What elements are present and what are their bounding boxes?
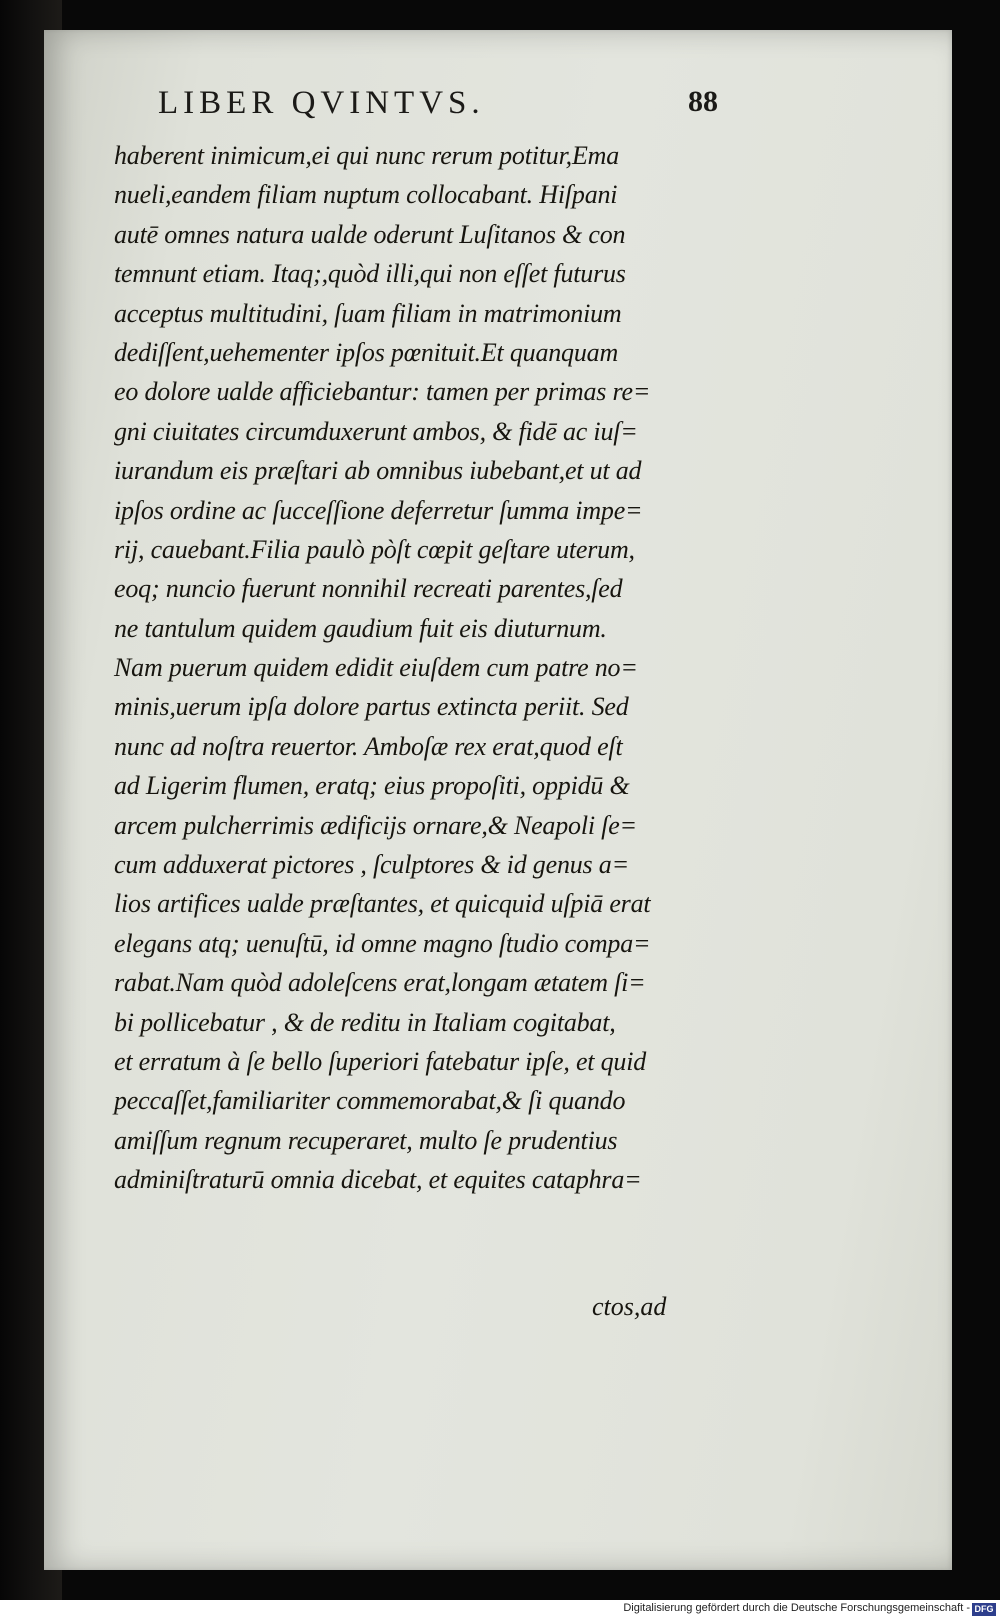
catchword: ctos,ad xyxy=(592,1292,667,1321)
digitization-credit: Digitalisierung gefördert durch die Deutsche Forschungsgemeinschaft - xyxy=(623,1602,970,1614)
text-line: amiſſum regnum recuperaret, multo ſe prudentius xyxy=(114,1125,618,1155)
text-line: haberent inimicum,ei qui nunc rerum potitur,Ema xyxy=(114,141,620,170)
text-line: nunc ad noſtra reuertor. Amboſæ rex erat,quod eſt xyxy=(114,731,623,761)
text-line: elegans atq; uenuſtū, id omne magno ſtudio compa= xyxy=(114,928,651,958)
text-line: eo dolore ualde afficiebantur: tamen per primas re= xyxy=(114,377,651,407)
text-line: eoq; nuncio fuerunt nonnihil recreati parentes,ſed xyxy=(114,574,623,604)
text-line: acceptus multitudini, ſuam filiam in matrimonium xyxy=(114,298,622,328)
book-page xyxy=(44,30,952,1570)
text-line: iurandum eis præſtari ab omnibus iubebant,et ut ad xyxy=(114,456,642,486)
text-line: ad Ligerim flumen, eratq; eius propoſiti, oppidū & xyxy=(114,771,630,801)
text-line: arcem pulcherrimis ædificijs ornare,& Neapoli ſe= xyxy=(114,810,637,840)
page-number: 88 xyxy=(688,85,718,118)
text-line: ipſos ordine ac ſucceſſione deferretur ſumma impe= xyxy=(114,495,643,525)
text-line: et erratum à ſe bello ſuperiori fatebatur ipſe, et quid xyxy=(114,1046,647,1076)
text-line: rabat.Nam quòd adoleſcens erat,longam ætatem ſi= xyxy=(114,968,646,998)
text-line: peccaſſet,familiariter commemorabat,& ſi quando xyxy=(114,1086,626,1116)
text-line: gni ciuitates circumduxerunt ambos, & fidē ac iuſ= xyxy=(114,416,638,446)
text-line: temnunt etiam. Itaq;,quòd illi,qui non eſſet futurus xyxy=(114,259,626,289)
text-line: cum adduxerat pictores , ſculptores & id genus a= xyxy=(114,850,629,880)
text-line: bi pollicebatur , & de reditu in Italiam cogitabat, xyxy=(114,1007,616,1037)
text-line: rij, cauebant.Filia paulò pòſt cœpit geſtare uterum, xyxy=(114,534,635,564)
dfg-logo: DFG xyxy=(972,1603,996,1616)
text-line: nueli,eandem filiam nuptum collocabant. Hiſpani xyxy=(114,180,618,210)
running-title: LIBER QVINTVS. xyxy=(158,85,485,121)
text-line: lios artifices ualde præſtantes, et quicquid uſpiā erat xyxy=(114,889,651,919)
text-line: adminiſtraturū omnia dicebat, et equites cataphra= xyxy=(114,1165,642,1195)
text-line: Nam puerum quidem edidit eiuſdem cum patre no= xyxy=(114,653,638,683)
text-line: autē omnes natura ualde oderunt Luſitanos & con xyxy=(114,219,626,249)
body-text xyxy=(114,136,774,1200)
text-line: minis,uerum ipſa dolore partus extincta periit. Sed xyxy=(114,692,629,722)
text-line: dediſſent,uehementer ipſos pœnituit.Et quanquam xyxy=(114,337,619,367)
text-line: ne tantulum quidem gaudium fuit eis diuturnum. xyxy=(114,613,607,643)
